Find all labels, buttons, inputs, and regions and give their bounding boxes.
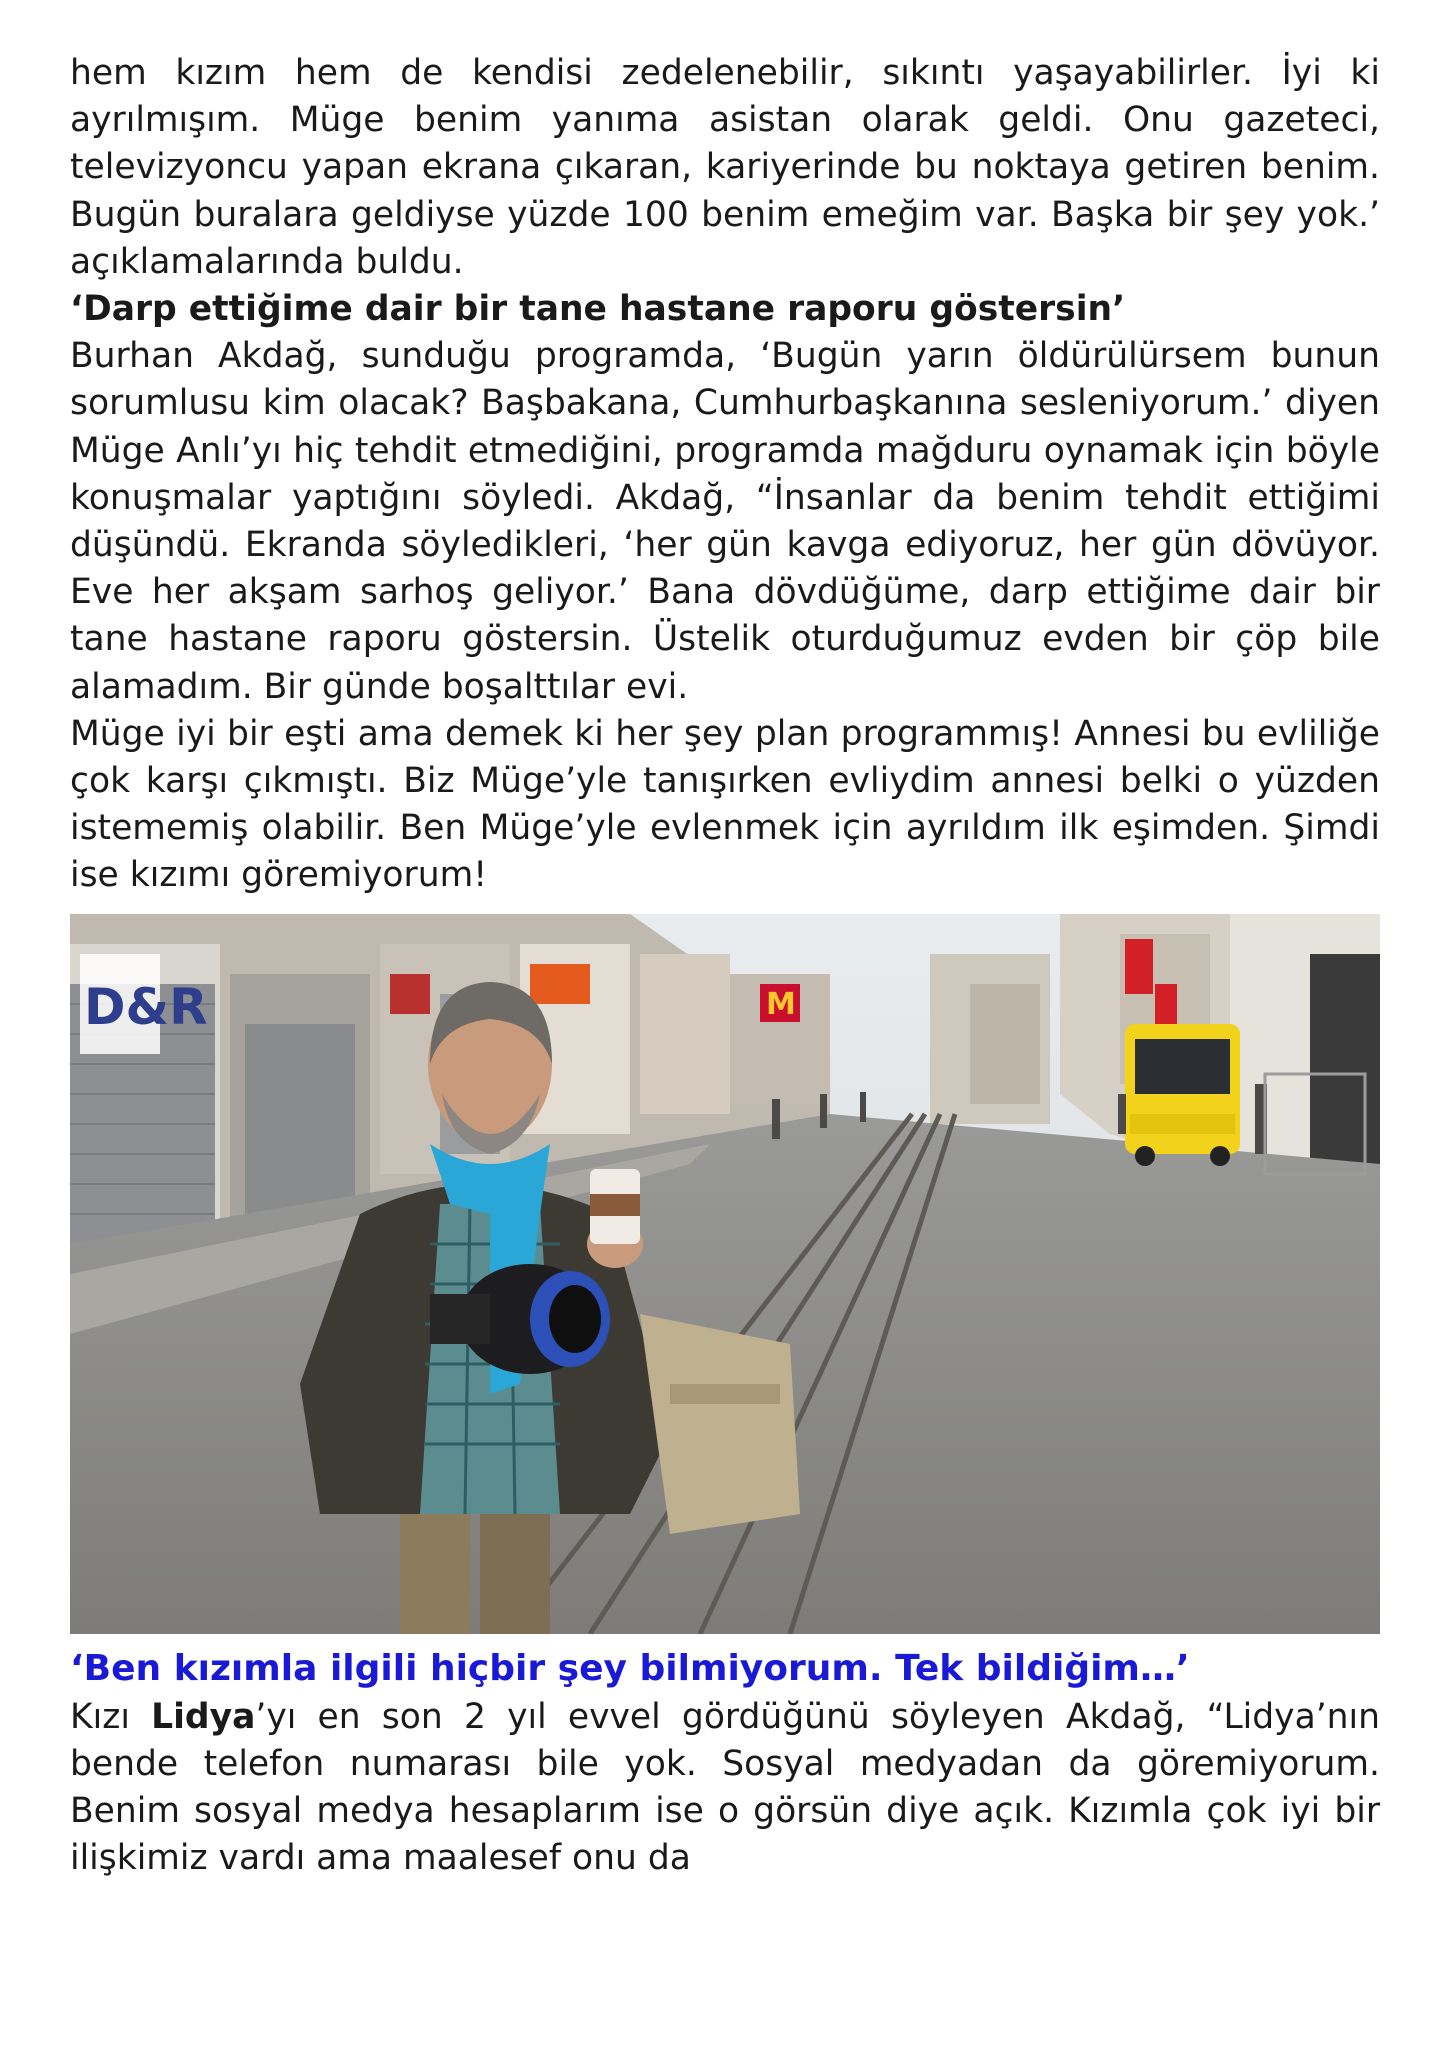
paragraph-lidya-start: Kızı <box>70 1696 152 1737</box>
document-page <box>70 50 1380 1882</box>
paragraph-lidya-rest: ’yı en son 2 yıl evvel gördüğünü söyleyen Akdağ, “Lidya’nın bende telefon numarası bile yok. Sosyal medyadan da göremiyorum. Benim sosyal medya hesaplarım ise o görsün diye açık. Kızımla çok iyi bir ilişkimiz vardı ama maalesef onu da <box>70 1696 1380 1879</box>
street-photo <box>70 914 1380 1634</box>
paragraph-intro: hem kızım hem de kendisi zedelenebilir, sıkıntı yaşayabilirler. İyi ki ayrılmışım. Müge benim yanıma asistan olarak geldi. Onu gazeteci, televizyoncu yapan ekrana çıkaran, kariyerinde bu noktaya getiren benim. Bugün buralara geldiyse yüzde 100 benim emeğim var. Başka bir şey yok.’ açıklamalarında buldu. <box>70 53 1380 282</box>
fast-food-sign-text: M <box>766 986 796 1022</box>
paragraph-lidya <box>70 1694 1380 1883</box>
street-photo-illustration <box>70 914 1380 1634</box>
paragraph-akdag-statement: Burhan Akdağ, sunduğu programda, ‘Bugün yarın öldürülürsem bunun sorumlusu kim olacak? Başbakana, Cumhurbaşkanına sesleniyorum.’ diyen Müge Anlı’yı hiç tehdit etmediğini, programda mağduru oynamak için böyle konuşmalar yaptığını söyledi. Akdağ, “İnsanlar da benim tehdit ettiğimi düşündü. Ekranda söyledikleri, ‘her gün kavga ediyoruz, her gün dövüyor. Eve her akşam sarhoş geliyor.’ Bana dövdüğüme, darp ettiğime dair bir tane hastane raporu göstersin. Üstelik oturduğumuz evden bir çöp bile alamadım. Bir günde boşalttılar evi. <box>70 336 1380 707</box>
paragraph-muge-marriage: Müge iyi bir eşti ama demek ki her şey plan programmış! Annesi bu evliliğe çok karşı çıkmıştı. Biz Müge’yle tanışırken evliydim annesi belki o yüzden istememiş olabilir. Ben Müge’yle evlenmek için ayrıldım ilk eşimden. Şimdi ise kızımı göremiyorum! <box>70 713 1380 896</box>
section-heading-lidya: ‘Ben kızımla ilgili hiçbir şey bilmiyorum. Tek bildiğim…’ <box>70 1647 1190 1689</box>
name-lidya-bold: Lidya <box>151 1696 256 1737</box>
section-heading-darp: ‘Darp ettiğime dair bir tane hastane raporu göstersin’ <box>70 289 1126 330</box>
store-sign-text: D&R <box>84 977 208 1036</box>
